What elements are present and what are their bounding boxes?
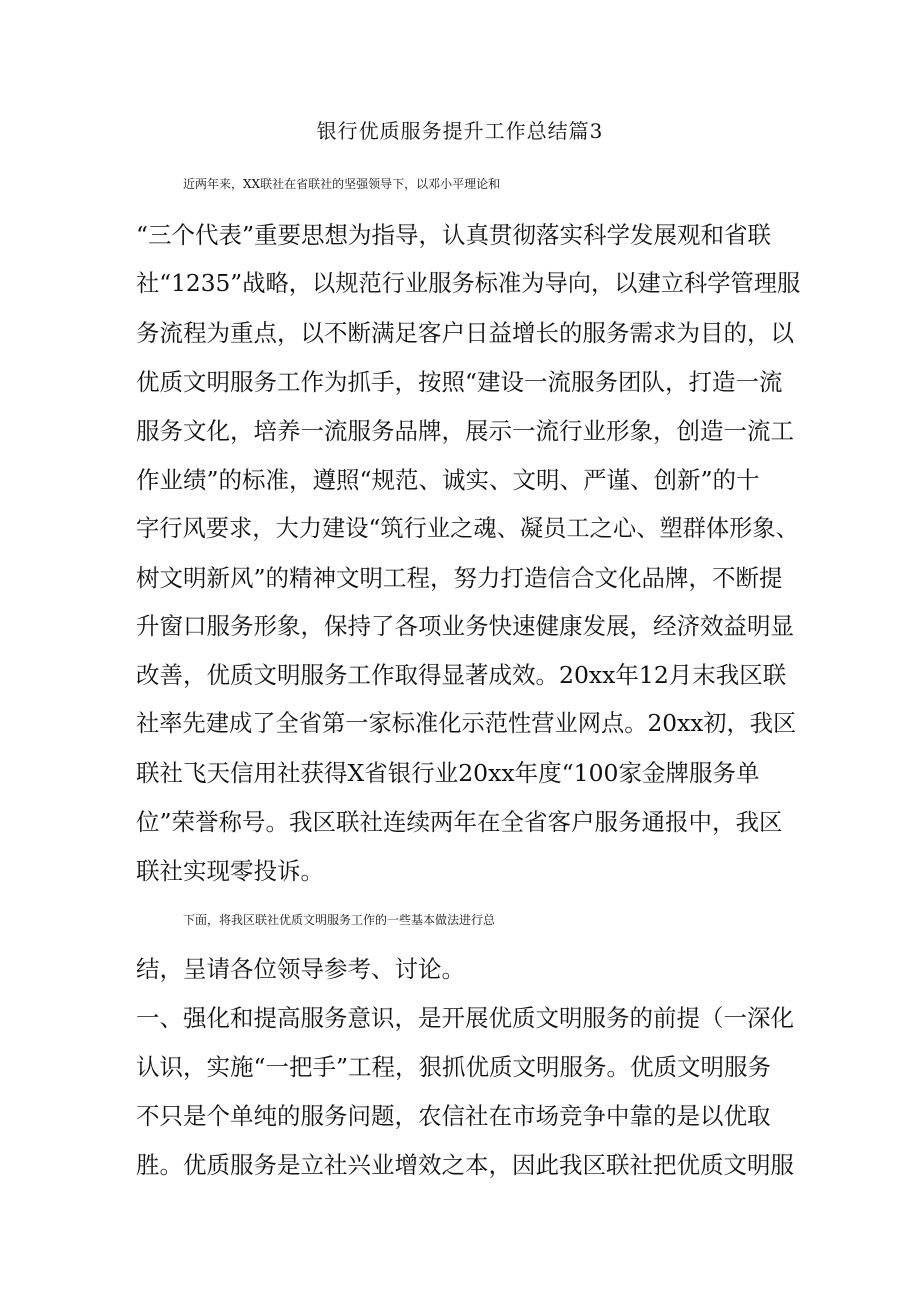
paragraph-line: 近两年来，XX联社在省联社的坚强领导下，以邓小平理论和 — [183, 177, 501, 191]
paragraph-line: 联社飞天信用社获得X省银行业20xx年度“100家金牌服务单 — [136, 759, 760, 787]
document-title: 银行优质服务提升工作总结篇3 — [316, 119, 604, 143]
paragraph-line: 改善，优质文明服务工作取得显著成效。20xx年12月末我区联 — [136, 661, 787, 689]
paragraph-line: 务流程为重点，以不断满足客户日益增长的服务需求为目的，以 — [136, 319, 794, 347]
paragraph-line: 认识，实施“一把手”工程，狠抓优质文明服务。优质文明服务 — [136, 1053, 772, 1081]
paragraph-line: 结，呈请各位领导参考、讨论。 — [136, 955, 465, 983]
paragraph-line: 不只是个单纯的服务问题，农信社在市场竞争中靠的是以优取 — [136, 1102, 771, 1130]
paragraph-line: 优质文明服务工作为抓手，按照“建设一流服务团队，打造一流 — [136, 368, 783, 396]
paragraph-line: 一、强化和提高服务意识，是开展优质文明服务的前提（一深化 — [136, 1004, 794, 1032]
paragraph-line: 字行风要求，大力建设“筑行业之魂、凝员工之心、塑群体形象、 — [136, 515, 799, 542]
paragraph-line: 作业绩”的标准，遵照“规范、诚实、文明、严谨、创新”的十 — [136, 466, 760, 494]
paragraph-line: 下面，将我区联社优质文明服务工作的一些基本做法进行总 — [183, 913, 496, 927]
paragraph-line: 树文明新风”的精神文明工程，努力打造信合文化品牌，不断提 — [136, 564, 783, 592]
paragraph-line: 服务文化，培养一流服务品牌，展示一流行业形象，创造一流工 — [136, 417, 794, 445]
paragraph-line: 社率先建成了全省第一家标准化示范性营业网点。20xx初，我区 — [136, 710, 797, 737]
paragraph-line: 社“1235”战略，以规范行业服务标准为导向，以建立科学管理服 — [136, 270, 801, 297]
paragraph-line: 联社实现零投诉。 — [136, 857, 324, 885]
paragraph-line: 升窗口服务形象，保持了各项业务快速健康发展，经济效益明显 — [136, 612, 794, 640]
paragraph-line: 位”荣誉称号。我区联社连续两年在全省客户服务通报中，我区 — [136, 808, 783, 836]
paragraph-line: “三个代表”重要思想为指导，认真贯彻落实科学发展观和省联 — [136, 221, 772, 249]
paragraph-line: 胜。优质服务是立社兴业增效之本，因此我区联社把优质文明服 — [136, 1151, 794, 1179]
